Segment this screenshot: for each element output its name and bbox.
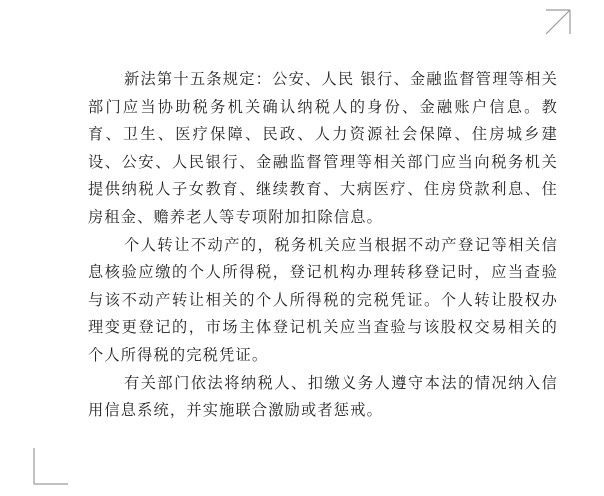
paragraph-credit-system: 有关部门依法将纳税人、扣缴义务人遵守本法的情况纳入信用信息系统，并实施联合激励或者惩戒。 (88, 373, 558, 420)
page-corner-mark-icon (30, 446, 70, 486)
paragraph-article-15: 新法第十五条规定：公安、人民 银行、金融监督管理等相关部门应当协助税务机关确认纳税人的身份、金融账户信息。教育、卫生、医疗保障、民政、人力资源社会保障、住房城乡建设、公安、人民银行、金融监督管理等相关部门应当向税务机关提供纳税人子女教育、继续教育、大病医疗、住房贷款利息、住房租金、赡养老人等专项附加扣除信息。 (88, 70, 558, 226)
document-body (88, 66, 558, 425)
expand-arrow-icon[interactable] (540, 8, 574, 38)
paragraph-property-transfer: 个人转让不动产的，税务机关应当根据不动产登记等相关信息核验应缴的个人所得税，登记机构办理转移登记时，应当查验与该不动产转让相关的个人所得税的完税凭证。个人转让股权办理变更登记的，市场主体登记机关应当查验与该股权交易相关的个人所得税的完税凭证。 (88, 235, 558, 364)
